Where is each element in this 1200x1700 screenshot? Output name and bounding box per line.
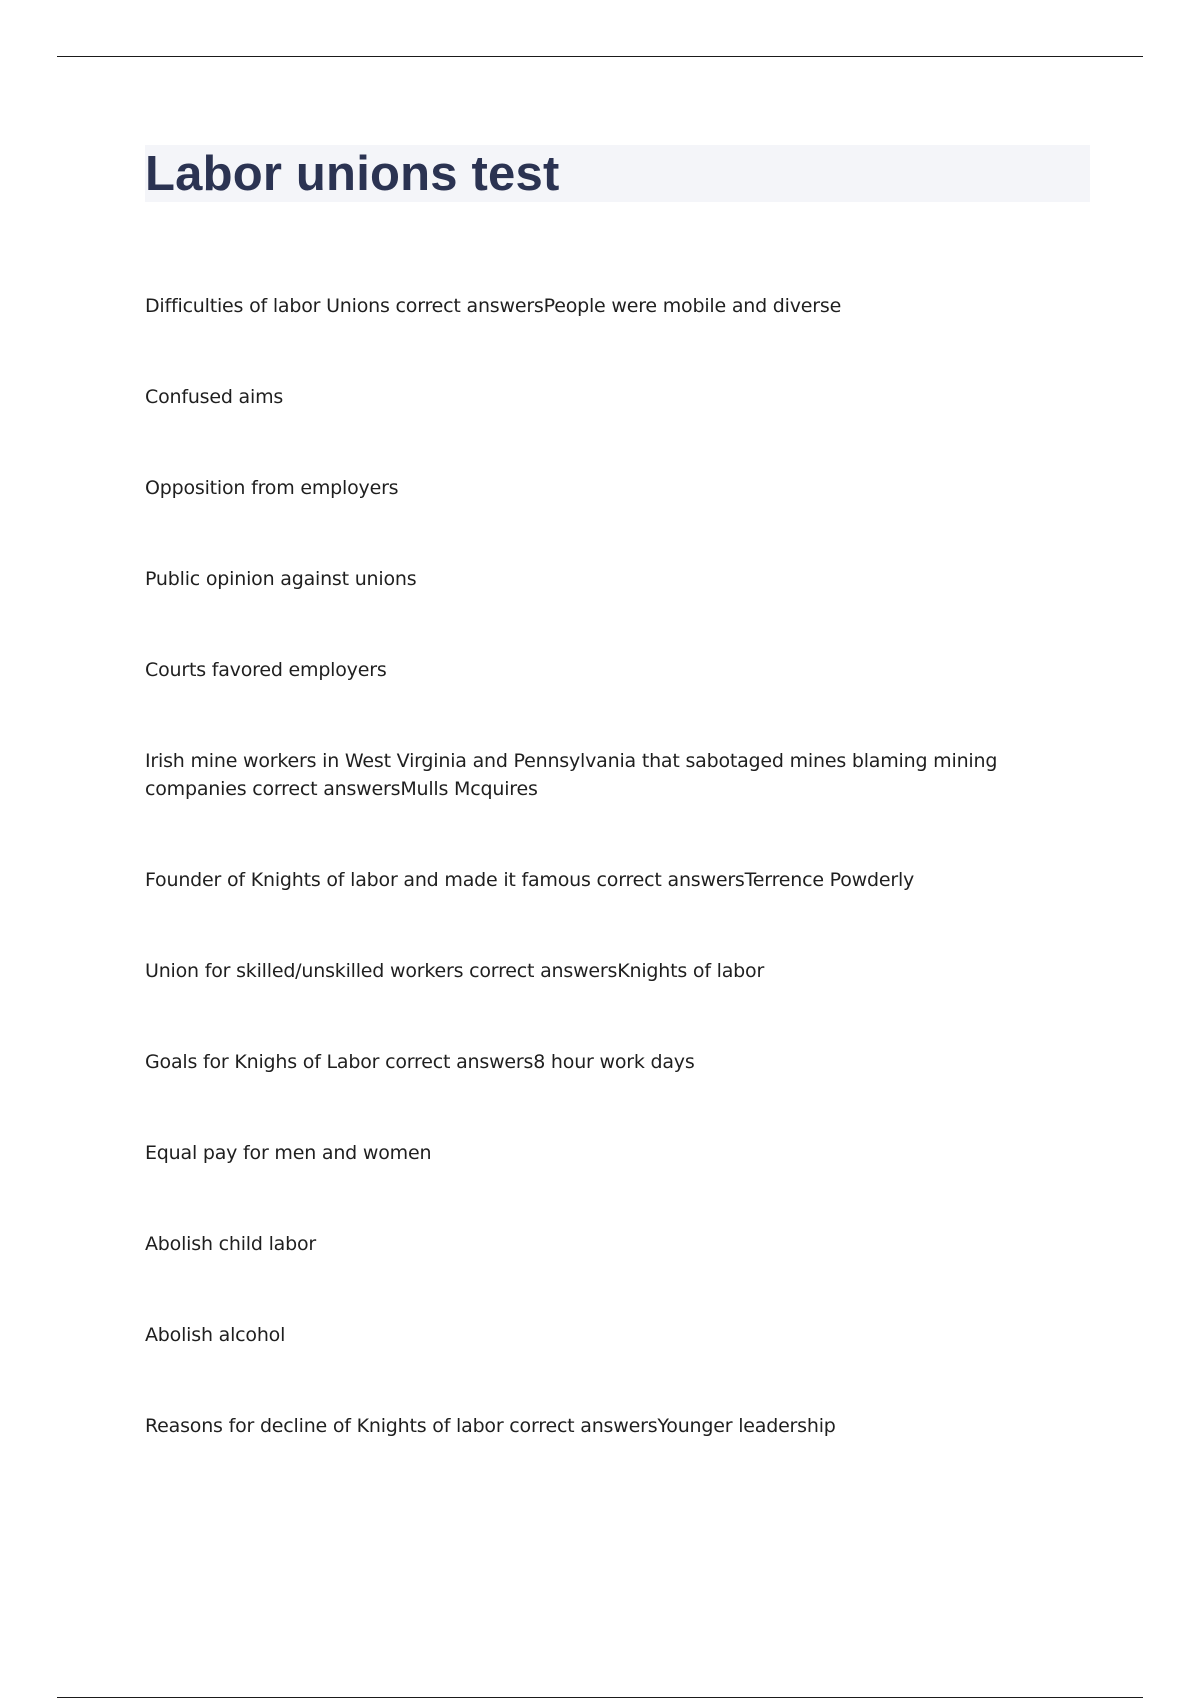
top-rule [57, 56, 1143, 57]
entry-goals: Goals for Knighs of Labor correct answers8 hour work days [145, 1051, 695, 1073]
bottom-rule [57, 1697, 1143, 1698]
entry-child-labor: Abolish child labor [145, 1233, 316, 1255]
entry-difficulties: Difficulties of labor Unions correct answersPeople were mobile and diverse [145, 295, 842, 317]
entry-public-opinion: Public opinion against unions [145, 568, 417, 590]
entry-equal-pay: Equal pay for men and women [145, 1142, 432, 1164]
entry-courts: Courts favored employers [145, 659, 387, 681]
entry-union-skilled: Union for skilled/unskilled workers correct answersKnights of labor [145, 960, 765, 982]
page-title: Labor unions test [145, 147, 560, 201]
entry-alcohol: Abolish alcohol [145, 1324, 286, 1346]
entry-confused-aims: Confused aims [145, 386, 284, 408]
entry-founder: Founder of Knights of labor and made it famous correct answersTerrence Powderly [145, 869, 915, 891]
entry-irish-mine-workers: Irish mine workers in West Virginia and Pennsylvania that sabotaged mines blaming mining companies correct answersMulls Mcquires [145, 750, 998, 800]
entry-opposition: Opposition from employers [145, 477, 399, 499]
entry-decline: Reasons for decline of Knights of labor correct answersYounger leadership [145, 1415, 836, 1437]
